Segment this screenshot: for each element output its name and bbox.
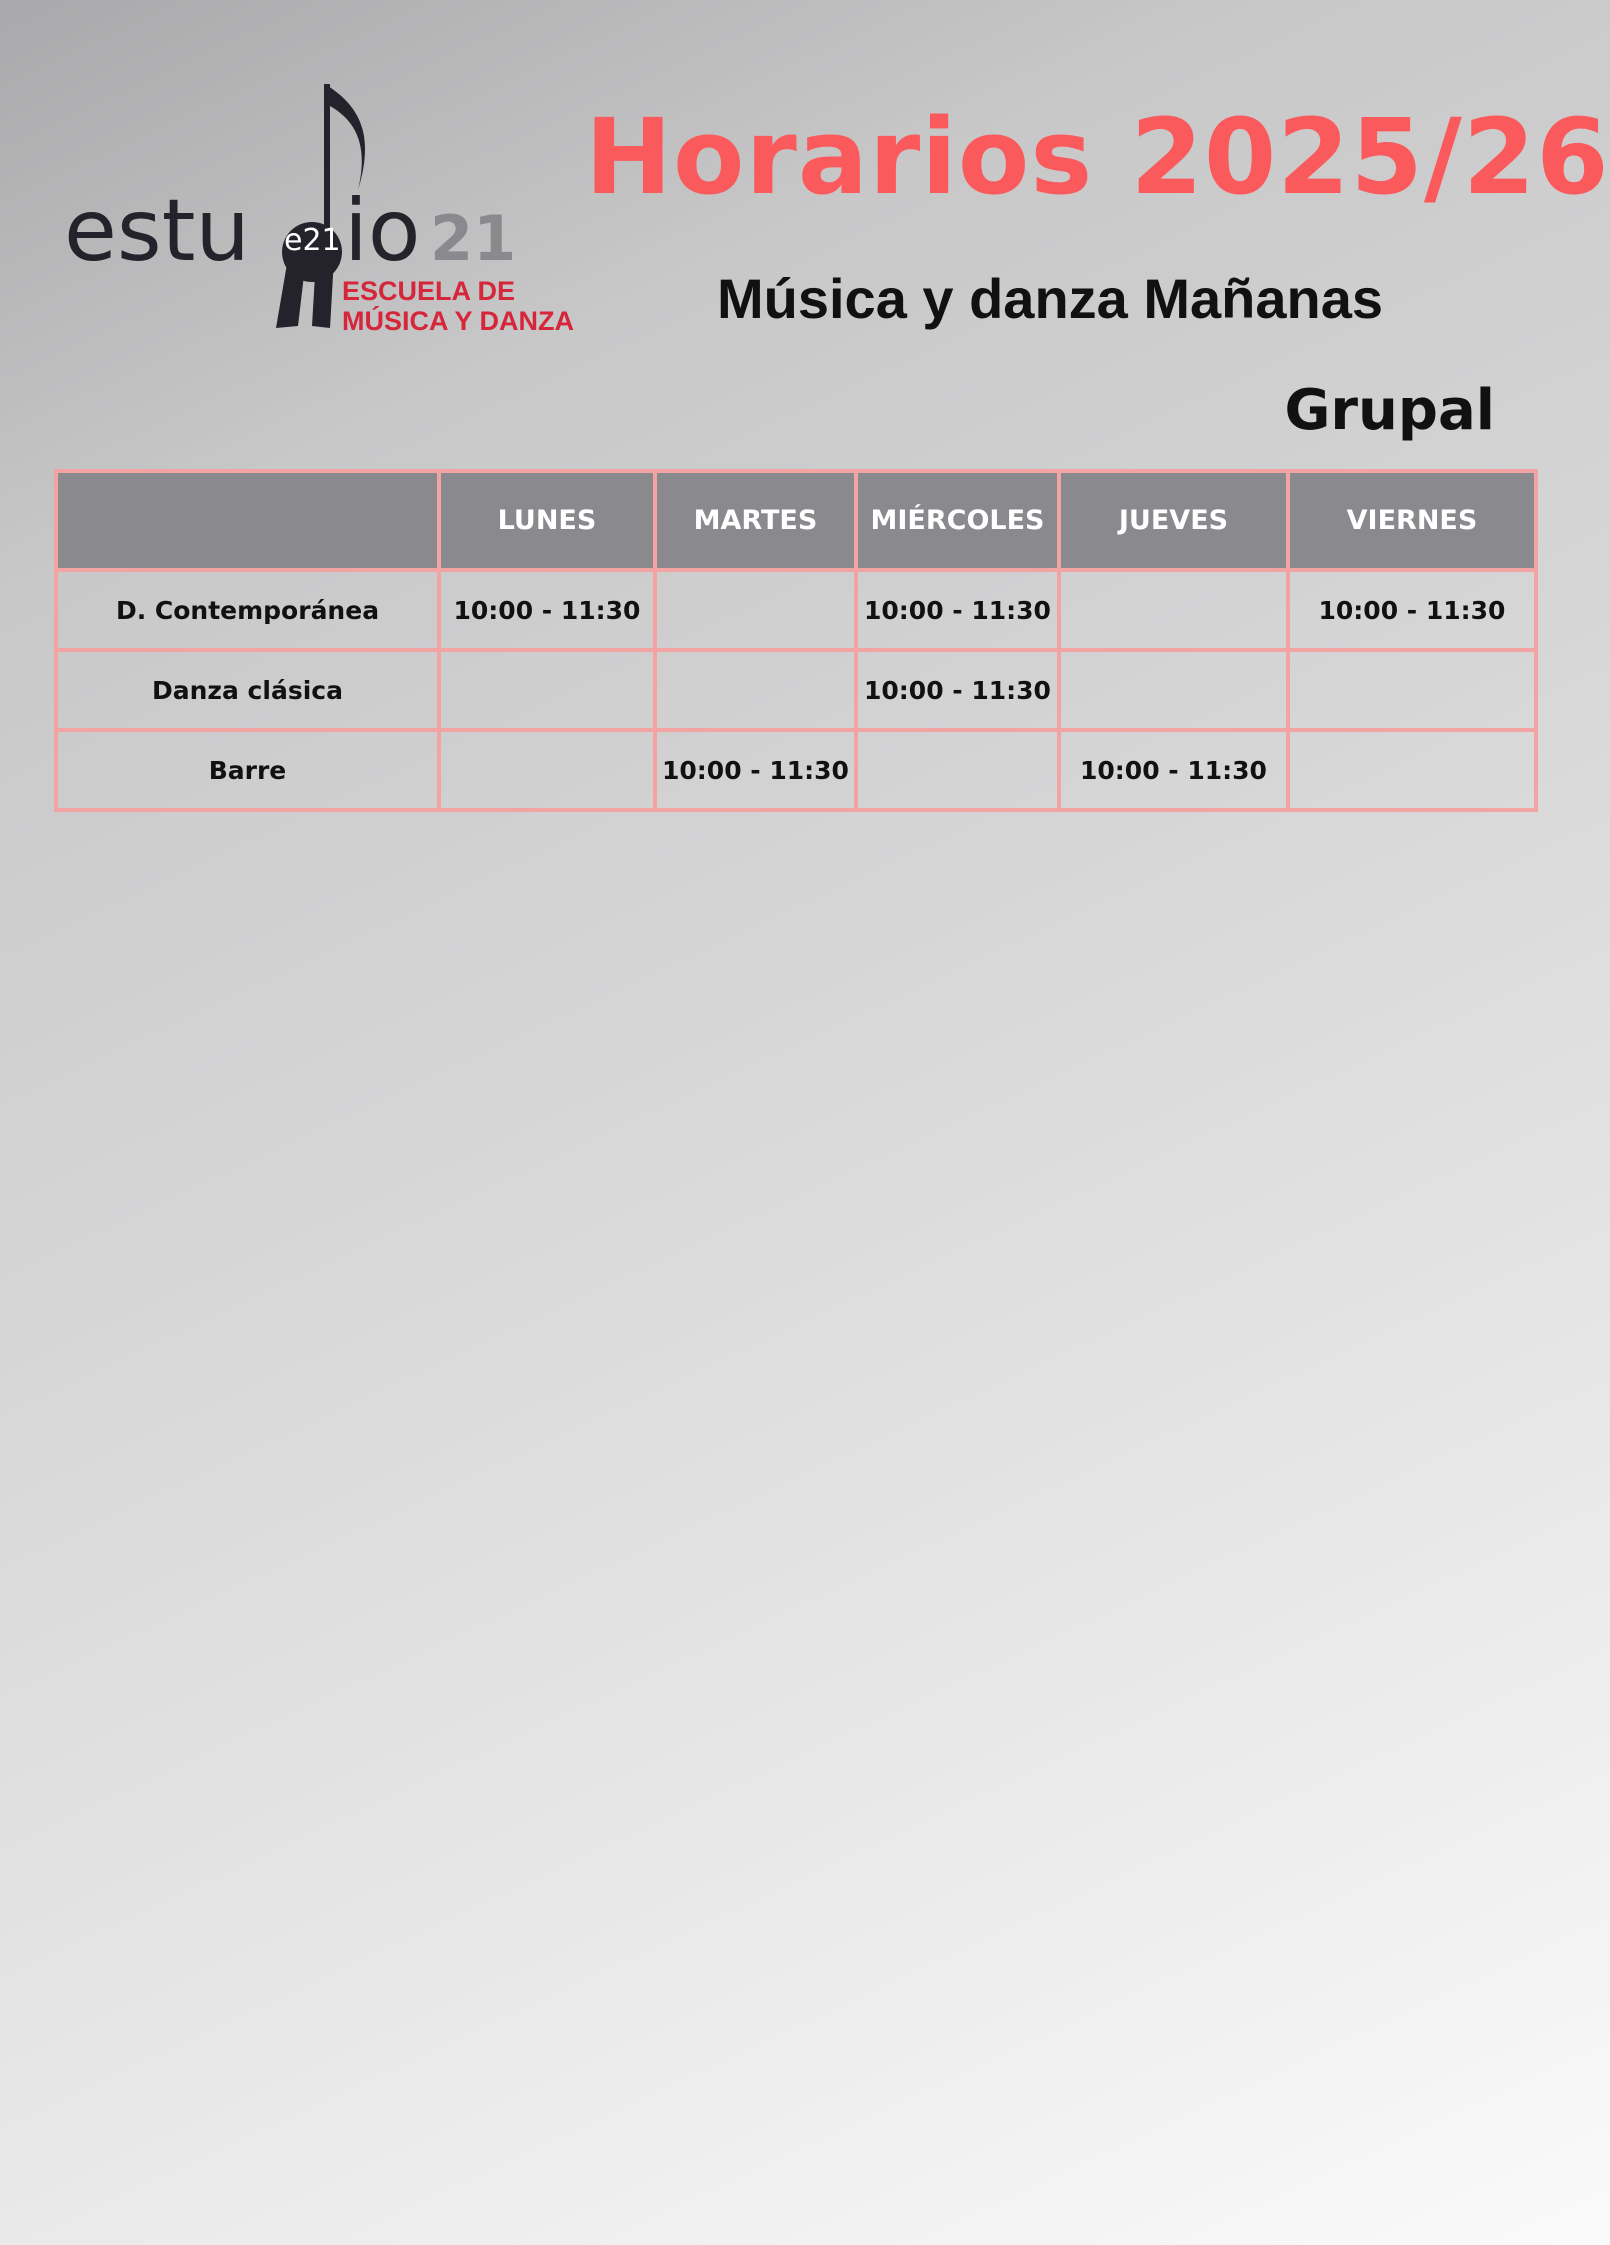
logo-line-1: ESCUELA DE — [342, 276, 516, 306]
time-cell — [655, 570, 856, 650]
time-cell: 10:00 - 11:30 — [1059, 730, 1288, 810]
group-label: Grupal — [1284, 378, 1495, 443]
time-cell: 10:00 - 11:30 — [1288, 570, 1536, 650]
time-cell: 10:00 - 11:30 — [856, 650, 1059, 730]
time-cell — [439, 730, 655, 810]
schedule-table — [54, 469, 1538, 812]
column-header-miercoles: MIÉRCOLES — [856, 471, 1059, 570]
time-cell — [1288, 650, 1536, 730]
logo-line-2: MÚSICA Y DANZA — [342, 306, 575, 336]
logo-badge: e21 — [284, 223, 341, 258]
logo-number: 21 — [430, 202, 517, 275]
logo-word-right: io — [344, 181, 421, 281]
time-cell — [439, 650, 655, 730]
column-header-lunes: LUNES — [439, 471, 655, 570]
time-cell — [856, 730, 1059, 810]
page-title: Horarios 2025/26 — [585, 96, 1610, 218]
time-cell — [655, 650, 856, 730]
activity-cell: D. Contemporánea — [56, 570, 439, 650]
table-row — [56, 650, 1536, 730]
table-row — [56, 730, 1536, 810]
time-cell — [1059, 650, 1288, 730]
time-cell — [1059, 570, 1288, 650]
table-row — [56, 570, 1536, 650]
column-header-martes: MARTES — [655, 471, 856, 570]
activity-cell: Danza clásica — [56, 650, 439, 730]
school-logo — [62, 78, 575, 338]
table-header-row — [56, 471, 1536, 570]
time-cell: 10:00 - 11:30 — [856, 570, 1059, 650]
time-cell — [1288, 730, 1536, 810]
column-header-jueves: JUEVES — [1059, 471, 1288, 570]
column-header-viernes: VIERNES — [1288, 471, 1536, 570]
time-cell: 10:00 - 11:30 — [439, 570, 655, 650]
logo-word-left: estu — [64, 181, 250, 281]
activity-cell: Barre — [56, 730, 439, 810]
time-cell: 10:00 - 11:30 — [655, 730, 856, 810]
page-subtitle: Música y danza Mañanas — [716, 267, 1383, 330]
column-header-activity — [56, 471, 439, 570]
